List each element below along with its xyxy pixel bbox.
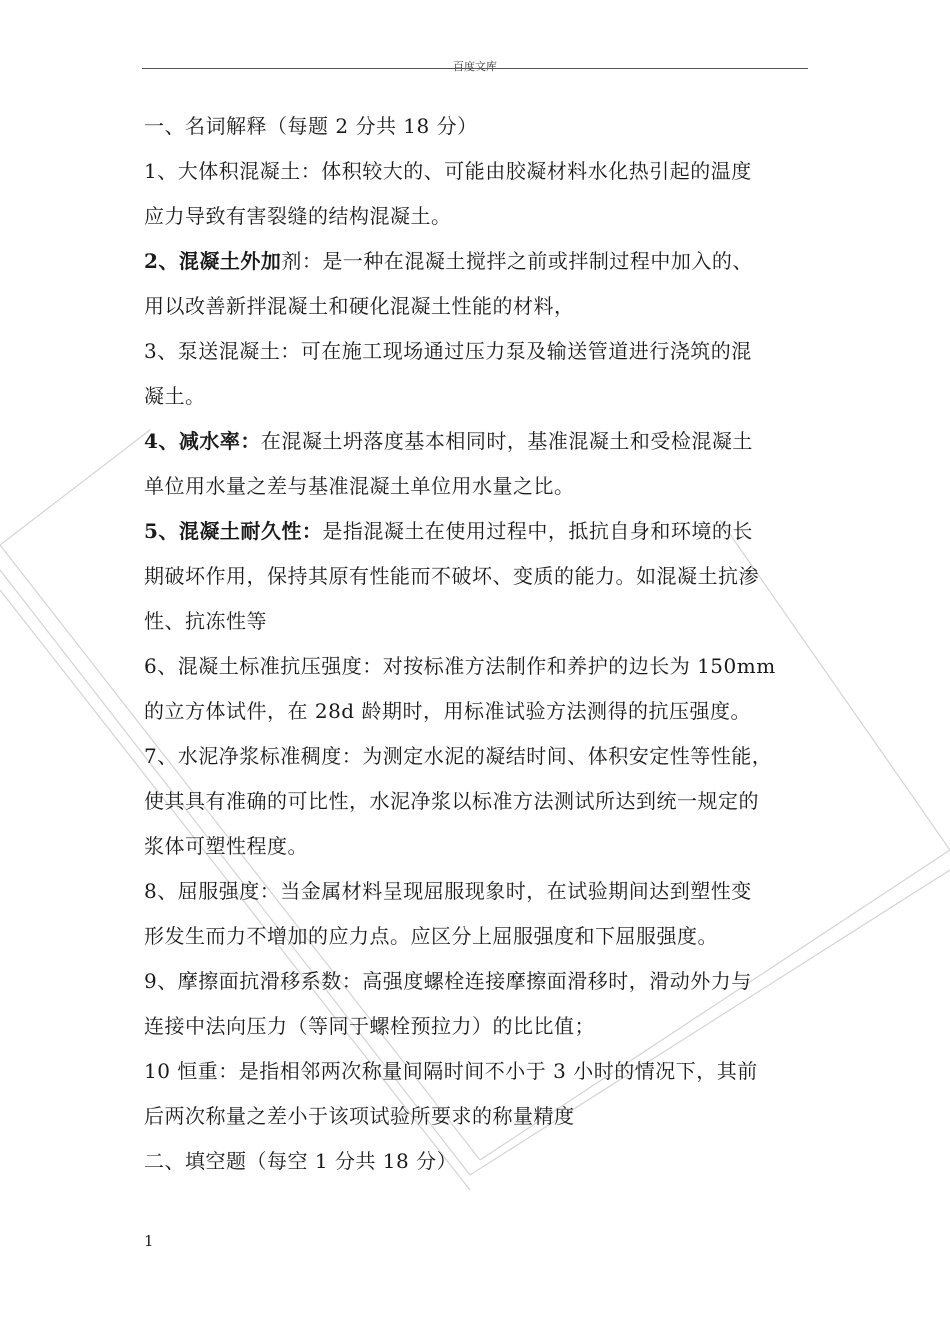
line-text: 使其具有准确的可比性，水泥净浆以标准方法测试所达到统一规定的 bbox=[144, 789, 759, 813]
line-text: 6、混凝土标准抗压强度：对按标准方法制作和养护的边长为 150mm bbox=[144, 654, 776, 678]
line-text: 是指混凝土在使用过程中，抵抗自身和环境的长 bbox=[322, 519, 753, 543]
line-text: 9、摩擦面抗滑移系数：高强度螺栓连接摩擦面滑移时，滑动外力与 bbox=[144, 969, 752, 993]
text-line bbox=[144, 824, 809, 869]
line-text: 连接中法向压力（等同于螺栓预拉力）的比比值； bbox=[144, 1014, 595, 1038]
line-text: 浆体可塑性程度。 bbox=[144, 834, 308, 858]
text-line bbox=[144, 779, 809, 824]
line-text: 期破坏作用，保持其原有性能而不破坏、变质的能力。如混凝土抗渗 bbox=[144, 564, 759, 588]
line-text: 二、填空题（每空 1 分共 18 分） bbox=[144, 1149, 458, 1173]
document-body bbox=[144, 104, 809, 1184]
text-line bbox=[144, 329, 809, 374]
bold-term: 2、混凝土外加 bbox=[144, 249, 282, 273]
line-text: 性、抗冻性等 bbox=[144, 609, 267, 633]
line-text: 3、泵送混凝土：可在施工现场通过压力泵及输送管道进行浇筑的混 bbox=[144, 339, 752, 363]
text-line bbox=[144, 554, 809, 599]
text-line bbox=[144, 239, 809, 284]
text-line bbox=[144, 914, 809, 959]
header-divider bbox=[142, 68, 808, 69]
text-line bbox=[144, 1004, 809, 1049]
text-line bbox=[144, 104, 809, 149]
text-line bbox=[144, 959, 809, 1004]
text-line bbox=[144, 149, 809, 194]
line-text: 凝土。 bbox=[144, 384, 206, 408]
text-line bbox=[144, 734, 809, 779]
line-text: 8、屈服强度：当金属材料呈现屈服现象时，在试验期间达到塑性变 bbox=[144, 879, 752, 903]
bold-term: 5、混凝土耐久性： bbox=[144, 519, 323, 543]
text-line bbox=[144, 509, 809, 554]
text-line bbox=[144, 1094, 809, 1139]
text-line bbox=[144, 644, 809, 689]
text-line bbox=[144, 194, 809, 239]
line-text: 后两次称量之差小于该项试验所要求的称量精度 bbox=[144, 1104, 575, 1128]
line-text: 形发生而力不增加的应力点。应区分上屈服强度和下屈服强度。 bbox=[144, 924, 718, 948]
text-line bbox=[144, 464, 809, 509]
text-line bbox=[144, 1049, 809, 1094]
page-number: 1 bbox=[144, 1232, 154, 1250]
line-text: 的立方体试件，在 28d 龄期时，用标准试验方法测得的抗压强度。 bbox=[144, 699, 751, 723]
text-line bbox=[144, 419, 809, 464]
bold-term: 4、减水率： bbox=[144, 429, 261, 453]
text-line bbox=[144, 599, 809, 644]
text-line bbox=[144, 869, 809, 914]
text-line bbox=[144, 374, 809, 419]
line-text: 10 恒重：是指相邻两次称量间隔时间不小于 3 小时的情况下，其前 bbox=[144, 1059, 758, 1083]
text-line bbox=[144, 1139, 809, 1184]
line-text: 一、名词解释（每题 2 分共 18 分） bbox=[144, 114, 478, 138]
line-text: 7、水泥净浆标准稠度：为测定水泥的凝结时间、体积安定性等性能， bbox=[144, 744, 773, 768]
line-text: 1、大体积混凝土：体积较大的、可能由胶凝材料水化热引起的温度 bbox=[144, 159, 752, 183]
line-text: 应力导致有害裂缝的结构混凝土。 bbox=[144, 204, 452, 228]
line-text: 单位用水量之差与基准混凝土单位用水量之比。 bbox=[144, 474, 575, 498]
line-text: 在混凝土坍落度基本相同时，基准混凝土和受检混凝土 bbox=[260, 429, 753, 453]
line-text: 用以改善新拌混凝土和硬化混凝土性能的材料， bbox=[144, 294, 575, 318]
text-line bbox=[144, 689, 809, 734]
header-title: 百度文库 bbox=[453, 60, 497, 73]
text-line bbox=[144, 284, 809, 329]
line-text: 剂：是一种在混凝土搅拌之前或拌制过程中加入的、 bbox=[281, 249, 753, 273]
